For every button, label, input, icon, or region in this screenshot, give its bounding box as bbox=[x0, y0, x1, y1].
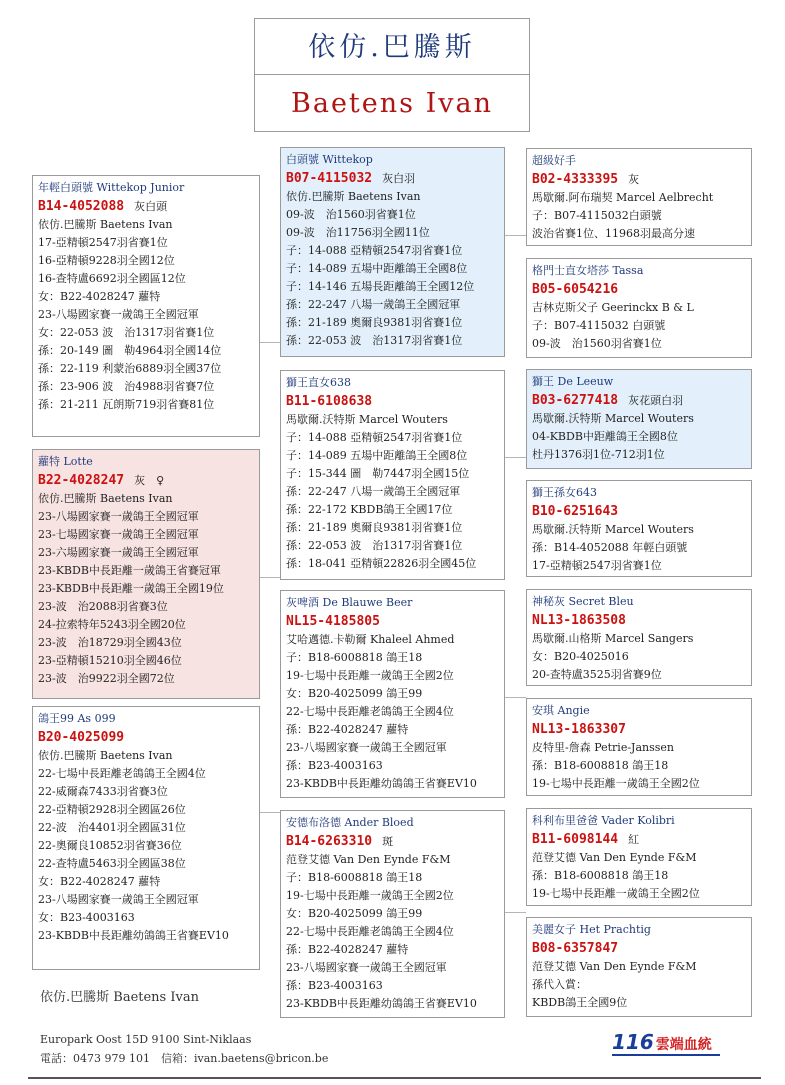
pigeon-info-line: 23-八場國家賽一歲鴿王全國冠軍 bbox=[38, 893, 199, 906]
pigeon-info-line: 孫：B23-4003163 bbox=[286, 979, 383, 992]
title-en-box bbox=[254, 74, 530, 132]
pigeon-info-line: 23-七場國家賽一歲鴿王全國冠軍 bbox=[38, 528, 199, 541]
pigeon-info-line: 22-威爾森7433羽省賽3位 bbox=[38, 785, 168, 798]
pigeon-info-line: 孫：B22-4028247 蘿特 bbox=[286, 943, 409, 956]
ring-number: B02-4333395 灰 bbox=[532, 172, 640, 187]
pigeon-info-line: 孫代入賞： bbox=[532, 978, 587, 991]
pigeon-info-line: 依仿.巴騰斯 Baetens Ivan bbox=[286, 190, 421, 203]
pigeon-info-line: 杜丹1376羽1位-712羽1位 bbox=[532, 448, 665, 461]
connector bbox=[259, 812, 280, 813]
pigeon-info-line: 22-波 治4401羽全國區31位 bbox=[38, 821, 186, 834]
pigeon-name: 神秘灰 Secret Bleu bbox=[532, 595, 634, 608]
pigeon-color: 灰 bbox=[628, 173, 640, 186]
pigeon-card-leeuw bbox=[526, 369, 752, 469]
pigeon-info-line: 波治省賽1位、11968羽最高分速 bbox=[532, 227, 695, 240]
pigeon-info-line: 22-七場中長距離老鴿鴿王全國4位 bbox=[286, 705, 454, 718]
pigeon-info-line: 孫：22-247 八場一歲鴿王全國冠軍 bbox=[286, 485, 461, 498]
pigeon-info-line: 24-拉索特年5243羽全國20位 bbox=[38, 618, 186, 631]
pigeon-info-line: 子：B07-4115032白頭號 bbox=[532, 209, 662, 222]
pigeon-info-line: 19-七場中長距離一歲鴿王全國2位 bbox=[286, 669, 454, 682]
pigeon-info-line: 23-波 治18729羽全國43位 bbox=[38, 636, 182, 649]
title-en: Baetens Ivan bbox=[291, 88, 493, 119]
pigeon-info-line: 孫：21-189 奧爾良9381羽省賽1位 bbox=[286, 316, 463, 329]
pigeon-info-line: 子：15-344 圖 勒7447羽全國15位 bbox=[286, 467, 470, 480]
pigeon-card-ander-bloed bbox=[280, 810, 505, 1018]
title-cn-box bbox=[254, 18, 530, 75]
ring-number: B11-6108638 bbox=[286, 394, 373, 409]
pigeon-info-line: 19-七場中長距離一歲鴿王全國2位 bbox=[532, 777, 700, 790]
contact-info: 電話：0473 979 101 信箱：ivan.baetens@bricon.be bbox=[40, 1052, 329, 1065]
pigeon-card-as099 bbox=[32, 706, 260, 970]
pigeon-info-line: 23-KBDB中長距離一歲鴿王全國19位 bbox=[38, 582, 224, 595]
pigeon-info-line: 孫：22-119 利蒙治6889羽全國37位 bbox=[38, 362, 222, 375]
bottom-rule bbox=[28, 1077, 761, 1079]
pigeon-info-line: 23-亞精頓15210羽全國46位 bbox=[38, 654, 182, 667]
pigeon-info-line: 艾哈邁德.卡勒爾 Khaleel Ahmed bbox=[286, 633, 455, 646]
pigeon-name: 美麗女子 Het Prachtig bbox=[532, 923, 651, 936]
ring-number: B03-6277418 灰花頭白羽 bbox=[532, 393, 684, 408]
connector bbox=[259, 342, 280, 343]
logo-text: 雲端血統 bbox=[655, 1037, 712, 1053]
pigeon-name: 獅王孫女643 bbox=[532, 486, 597, 499]
pigeon-info-line: 23-八場國家賽一歲鴿王全國冠軍 bbox=[286, 961, 447, 974]
pigeon-color: 斑 bbox=[382, 835, 394, 848]
pigeon-info-line: 19-七場中長距離一歲鴿王全國2位 bbox=[286, 889, 454, 902]
brand-logo bbox=[612, 1030, 722, 1058]
connector bbox=[505, 912, 526, 913]
pigeon-card-vader-kolibri bbox=[526, 808, 752, 906]
pigeon-info-line: 孫：22-172 KBDB鴿王全國17位 bbox=[286, 503, 453, 516]
title-cn: 依仿.巴騰斯 bbox=[308, 32, 476, 63]
pigeon-info-line: 孫：B22-4028247 蘿特 bbox=[286, 723, 409, 736]
pigeon-info-line: 子：14-088 亞精頓2547羽省賽1位 bbox=[286, 431, 463, 444]
pigeon-info-line: 23-波 治2088羽省賽3位 bbox=[38, 600, 168, 613]
pigeon-info-line: 依仿.巴騰斯 Baetens Ivan bbox=[38, 492, 173, 505]
pigeon-info-line: 22-查特盧5463羽全國區38位 bbox=[38, 857, 186, 870]
pigeon-info-line: 馬歇爾.沃特斯 Marcel Wouters bbox=[532, 412, 694, 425]
pigeon-info-line: 20-查特盧3525羽省賽9位 bbox=[532, 668, 662, 681]
pigeon-info-line: 22-七場中長距離老鴿鴿王全國4位 bbox=[286, 925, 454, 938]
pigeon-info-line: 孫：21-189 奧爾良9381羽省賽1位 bbox=[286, 521, 463, 534]
pigeon-info-line: 16-亞精頓9228羽全國12位 bbox=[38, 254, 175, 267]
ring-number: B10-6251643 bbox=[532, 504, 619, 519]
pigeon-info-line: 孫：21-211 瓦朗斯719羽省賽81位 bbox=[38, 398, 215, 411]
pigeon-card-secret-bleu bbox=[526, 589, 752, 686]
ring-number: B11-6098144 紅 bbox=[532, 832, 640, 847]
pigeon-card-blauwe-beer bbox=[280, 590, 505, 798]
logo-number: 116 bbox=[612, 1030, 654, 1054]
pigeon-info-line: 范登艾德 Van Den Eynde F&M bbox=[532, 960, 697, 973]
pigeon-info-line: 女：B20-4025016 bbox=[532, 650, 629, 663]
pigeon-info-line: 依仿.巴騰斯 Baetens Ivan bbox=[38, 749, 173, 762]
pigeon-info-line: 22-亞精頓2928羽全國區26位 bbox=[38, 803, 186, 816]
ring-number: NL13-1863307 bbox=[532, 722, 626, 737]
pigeon-card-het-prachtig bbox=[526, 917, 752, 1017]
pigeon-card-wittekop bbox=[280, 147, 505, 357]
connector bbox=[505, 457, 526, 458]
pigeon-info-line: 23-KBDB中長距離幼鴿鴿王省賽EV10 bbox=[286, 997, 477, 1010]
pigeon-info-line: 孫：22-053 波 治1317羽省賽1位 bbox=[286, 539, 463, 552]
pigeon-info-line: 23-八場國家賽一歲鴿王全國冠軍 bbox=[38, 510, 199, 523]
pigeon-info-line: KBDB鴿王全國9位 bbox=[532, 996, 628, 1009]
pigeon-card-tassa bbox=[526, 258, 752, 358]
pigeon-color: 灰花頭白羽 bbox=[628, 394, 684, 407]
pigeon-card-kleindochter643 bbox=[526, 480, 752, 577]
ring-number: NL13-1863508 bbox=[532, 613, 626, 628]
pigeon-card-angie bbox=[526, 698, 752, 796]
ring-number: B07-4115032 灰白羽 bbox=[286, 171, 416, 186]
ring-number: NL15-4185805 bbox=[286, 614, 380, 629]
pigeon-name: 獅王 De Leeuw bbox=[532, 375, 614, 388]
pigeon-card-lotte bbox=[32, 449, 260, 699]
pigeon-info-line: 女：B22-4028247 蘿特 bbox=[38, 290, 161, 303]
pigeon-info-line: 范登艾德 Van Den Eynde F&M bbox=[286, 853, 451, 866]
pigeon-info-line: 孫：B18-6008818 鴿王18 bbox=[532, 869, 669, 882]
pigeon-info-line: 22-奧爾良10852羽省賽36位 bbox=[38, 839, 182, 852]
pigeon-info-line: 23-波 治9922羽全國72位 bbox=[38, 672, 175, 685]
pigeon-name: 白頭號 Wittekop bbox=[286, 153, 373, 166]
pigeon-info-line: 范登艾德 Van Den Eynde F&M bbox=[532, 851, 697, 864]
pigeon-info-line: 子：B07-4115032 白頭號 bbox=[532, 319, 666, 332]
pigeon-name: 格門士直女塔莎 Tassa bbox=[532, 264, 644, 277]
pigeon-info-line: 09-波 治1560羽省賽1位 bbox=[532, 337, 662, 350]
pigeon-info-line: 04-KBDB中距離鴿王全國8位 bbox=[532, 430, 678, 443]
pigeon-info-line: 孫：B18-6008818 鴿王18 bbox=[532, 759, 669, 772]
pigeon-card-super-good bbox=[526, 148, 752, 246]
pigeon-info-line: 孫：20-149 圖 勒4964羽全國14位 bbox=[38, 344, 222, 357]
pigeon-name: 年輕白頭號 Wittekop Junior bbox=[38, 181, 185, 194]
pigeon-info-line: 子：B18-6008818 鴿王18 bbox=[286, 651, 423, 664]
pigeon-info-line: 馬歇爾.山格斯 Marcel Sangers bbox=[532, 632, 694, 645]
pigeon-info-line: 17-亞精頓2547羽省賽1位 bbox=[38, 236, 168, 249]
pigeon-info-line: 孫：23-906 波 治4988羽省賽7位 bbox=[38, 380, 215, 393]
pigeon-info-line: 女：B20-4025099 鴿王99 bbox=[286, 907, 423, 920]
owner-name: 依仿.巴騰斯 Baetens Ivan bbox=[40, 990, 199, 1005]
pigeon-info-line: 子：B18-6008818 鴿王18 bbox=[286, 871, 423, 884]
pigeon-info-line: 女：B20-4025099 鴿王99 bbox=[286, 687, 423, 700]
pigeon-info-line: 23-KBDB中長距離幼鴿鴿王省賽EV10 bbox=[286, 777, 477, 790]
pigeon-info-line: 馬歇爾.沃特斯 Marcel Wouters bbox=[532, 523, 694, 536]
pigeon-color: 灰白頭 bbox=[134, 200, 168, 213]
pigeon-color: 紅 bbox=[628, 833, 640, 846]
pigeon-info-line: 23-六場國家賽一歲鴿王全國冠軍 bbox=[38, 546, 199, 559]
pigeon-name: 鴿王99 As 099 bbox=[38, 712, 116, 725]
pigeon-info-line: 依仿.巴騰斯 Baetens Ivan bbox=[38, 218, 173, 231]
pigeon-info-line: 19-七場中長距離一歲鴿王全國2位 bbox=[532, 887, 700, 900]
pigeon-card-duif638 bbox=[280, 370, 505, 580]
pigeon-info-line: 23-KBDB中長距離一歲鴿王省賽冠軍 bbox=[38, 564, 221, 577]
pigeon-color: 灰白羽 bbox=[382, 172, 416, 185]
ring-number: B22-4028247 灰 ♀ bbox=[38, 473, 165, 488]
logo-underline bbox=[612, 1054, 720, 1056]
address: Europark Oost 15D 9100 Sint-Niklaas bbox=[40, 1033, 252, 1046]
pigeon-info-line: 子：14-146 五場長距離鴿王全國12位 bbox=[286, 280, 475, 293]
pigeon-info-line: 女：B23-4003163 bbox=[38, 911, 135, 924]
pigeon-name: 蘿特 Lotte bbox=[38, 455, 93, 468]
pigeon-name: 安琪 Angie bbox=[532, 704, 590, 717]
ring-number: B14-6263310 斑 bbox=[286, 834, 394, 849]
pigeon-card-subject bbox=[32, 175, 260, 437]
connector bbox=[505, 235, 526, 236]
pigeon-info-line: 09-波 治1560羽省賽1位 bbox=[286, 208, 416, 221]
pigeon-name: 獅王直女638 bbox=[286, 376, 351, 389]
pigeon-info-line: 吉林克斯父子 Geerinckx B & L bbox=[532, 301, 694, 314]
ring-number: B20-4025099 bbox=[38, 730, 125, 745]
pigeon-info-line: 子：14-089 五場中距離鴿王全國8位 bbox=[286, 449, 468, 462]
pigeon-info-line: 馬歇爾.沃特斯 Marcel Wouters bbox=[286, 413, 448, 426]
pigeon-info-line: 孫：22-053 波 治1317羽省賽1位 bbox=[286, 334, 463, 347]
pigeon-info-line: 22-七場中長距離老鴿鴿王全國4位 bbox=[38, 767, 206, 780]
pigeon-info-line: 子：14-088 亞精頓2547羽省賽1位 bbox=[286, 244, 463, 257]
pigeon-info-line: 23-八場國家賽一歲鴿王全國冠軍 bbox=[286, 741, 447, 754]
pigeon-info-line: 馬歇爾.阿布瑞契 Marcel Aelbrecht bbox=[532, 191, 714, 204]
pigeon-name: 安德布洛德 Ander Bloed bbox=[286, 816, 414, 829]
pigeon-info-line: 23-KBDB中長距離幼鴿鴿王省賽EV10 bbox=[38, 929, 229, 942]
pigeon-name: 科利布里爸爸 Vader Kolibri bbox=[532, 814, 675, 827]
connector bbox=[259, 577, 280, 578]
pigeon-name: 灰啤酒 De Blauwe Beer bbox=[286, 596, 413, 609]
ring-number: B14-4052088 灰白頭 bbox=[38, 199, 168, 214]
pigeon-info-line: 子：14-089 五場中距離鴿王全國8位 bbox=[286, 262, 468, 275]
pigeon-info-line: 女：22-053 波 治1317羽省賽1位 bbox=[38, 326, 215, 339]
pigeon-info-line: 皮特里-詹森 Petrie-Janssen bbox=[532, 741, 674, 754]
ring-number: B08-6357847 bbox=[532, 941, 619, 956]
pigeon-info-line: 23-八場國家賽一歲鴿王全國冠軍 bbox=[38, 308, 199, 321]
pigeon-info-line: 孫：18-041 亞精頓22826羽全國45位 bbox=[286, 557, 477, 570]
pigeon-color: 灰 ♀ bbox=[134, 474, 165, 487]
pigeon-info-line: 孫：B23-4003163 bbox=[286, 759, 383, 772]
pigeon-info-line: 09-波 治11756羽全國11位 bbox=[286, 226, 430, 239]
pigeon-info-line: 16-查特盧6692羽全國區12位 bbox=[38, 272, 186, 285]
pigeon-info-line: 孫：22-247 八場一歲鴿王全國冠軍 bbox=[286, 298, 461, 311]
pigeon-info-line: 女：B22-4028247 蘿特 bbox=[38, 875, 161, 888]
pigeon-name: 超級好手 bbox=[532, 154, 576, 167]
pigeon-info-line: 孫：B14-4052088 年輕白頭號 bbox=[532, 541, 688, 554]
connector bbox=[505, 697, 526, 698]
pigeon-info-line: 17-亞精頓2547羽省賽1位 bbox=[532, 559, 662, 572]
ring-number: B05-6054216 bbox=[532, 282, 619, 297]
